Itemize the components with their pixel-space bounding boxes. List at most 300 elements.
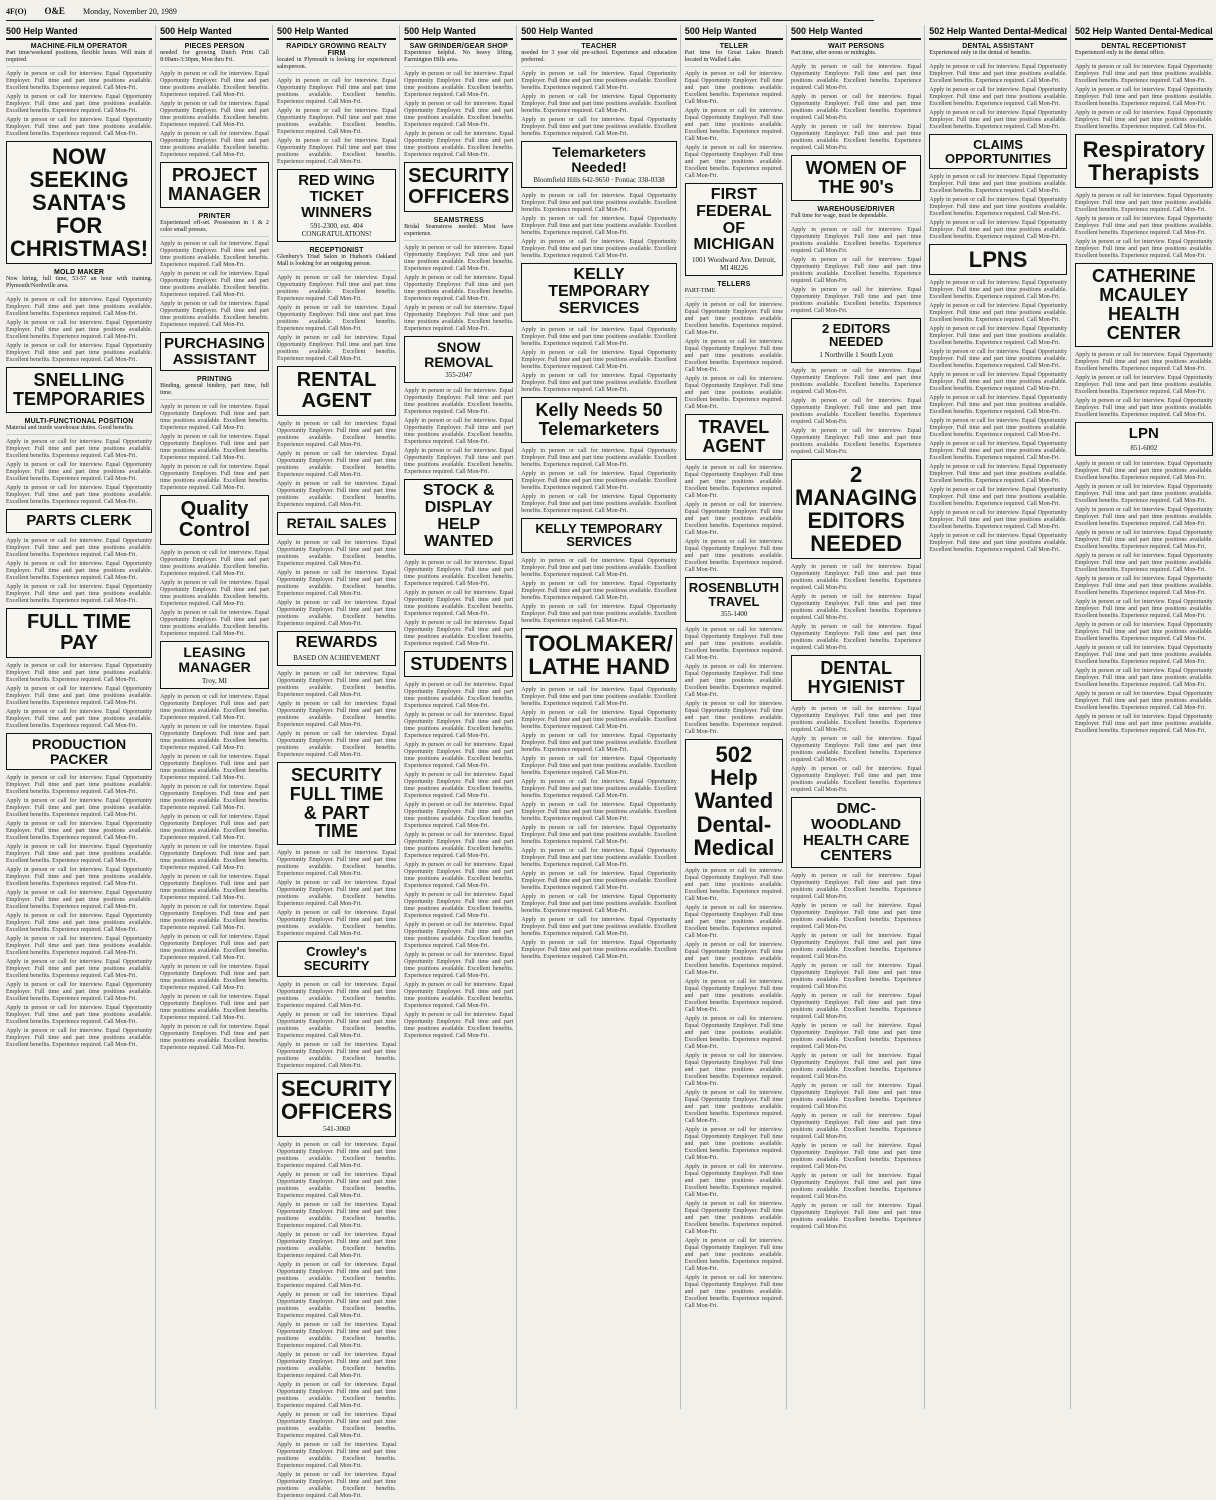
ad-filler-text [791, 903, 921, 931]
filler-line: Apply in person or call for interview. Equal Opportunity Employer. Full time and part time positions available. Excellent benefits. Experience required. Call Mon-Fri. [521, 710, 677, 731]
ad-filler-text [6, 844, 152, 865]
ad-filler-text [277, 275, 396, 363]
ad-filler-text [791, 873, 921, 901]
ad-filler-text [521, 687, 676, 708]
ad-heading: PIECES PERSON [184, 43, 245, 50]
ad-heading: TELLER [719, 43, 749, 50]
filler-line: Apply in person or call for interview. Equal Opportunity Employer. Full time and part time positions available. Excellent benefits. Experience required. Call Mon-Fri. [160, 933, 269, 961]
ad-filler-text [6, 867, 152, 888]
display-ad-title: Quality Control [178, 498, 251, 542]
ad-filler-text [685, 1090, 783, 1125]
filler-line: Apply in person or call for interview. Equal Opportunity Employer. Full time and part time positions available. Excellent benefits. Experience required. Call Mon-Fri. [521, 825, 677, 846]
filler-line: Apply in person or call for interview. Equal Opportunity Employer. Full time and part time positions available. Excellent benefits. Experience required. Call Mon-Fri. [276, 670, 397, 698]
ad-filler-text [277, 1172, 396, 1200]
filler-line: Apply in person or call for interview. Equal Opportunity Employer. Full time and part time positions available. Excellent benefits. Experience required. Call Mon-Fri. [404, 245, 514, 272]
display-ad-title: KELLY TEMPORARY SERVICES [548, 266, 650, 317]
ad-heading: SAW GRINDER/GEAR SHOP [409, 43, 508, 50]
ad-filler-text [277, 1322, 396, 1350]
filler-line: Apply in person or call for interview. Equal Opportunity Employer. Full time and part time positions available. Excellent benefits. Experience required. Call Mon-Fri. [1074, 483, 1213, 504]
filler-line: Apply in person or call for interview. Equal Opportunity Employer. Full time and part time positions available. Excellent benefits. Experience required. Call Mon-Fri. [6, 890, 153, 911]
filler-line: Apply in person or call for interview. Equal Opportunity Employer. Full time and part time positions available. Excellent benefits. Experience required. Call Mon-Fri. [160, 550, 269, 578]
filler-line: Apply in person or call for interview. Equal Opportunity Employer. Full time and part time positions available. Excellent benefits. Experience required. Call Mon-Fri. [791, 124, 922, 151]
display-ad [521, 628, 676, 682]
ad-filler-text [160, 71, 269, 159]
filler-line: Apply in person or call for interview. Equal Opportunity Employer. Full time and part time positions available. Excellent benefits. Experience required. Call Mon-Fri. [684, 501, 784, 536]
ad-filler-text [160, 814, 269, 842]
classified-ad [404, 217, 513, 241]
filler-line: Apply in person or call for interview. Equal Opportunity Employer. Full time and part time positions available. Excellent benefits. Experience required. Call Mon-Fri. [1074, 460, 1213, 481]
ad-filler-text [404, 922, 513, 950]
ad-filler-text [929, 441, 1067, 462]
ad-filler-text [6, 775, 152, 796]
ad-body: Material and inside warehouse duties. Good benefits. [6, 425, 134, 432]
page-masthead [6, 6, 874, 21]
display-ad-subtitle: 851-6002 [1130, 443, 1158, 452]
ad-heading: WAIT PERSONS [828, 43, 885, 50]
ad-filler-text [929, 533, 1067, 554]
classified-columns [6, 25, 1213, 1499]
section-heading: 500 Help Wanted [685, 25, 783, 40]
ad-filler-text [404, 682, 513, 710]
filler-line: Apply in person or call for interview. Equal Opportunity Employer. Full time and part time positions available. Excellent benefits. Experience required. Call Mon-Fri. [929, 464, 1067, 485]
filler-line: Apply in person or call for interview. Equal Opportunity Employer. Full time and part time positions available. Excellent benefits. Experience required. Call Mon-Fri. [684, 701, 784, 736]
display-ad [277, 762, 396, 846]
display-ad-title: SECURITY OFFICERS [280, 1075, 393, 1124]
ad-filler-text [685, 1275, 783, 1310]
filler-line: Apply in person or call for interview. Equal Opportunity Employer. Full time and part time positions available. Excellent benefits. Experience required. Call Mon-Fri. [1074, 598, 1213, 619]
filler-line: Apply in person or call for interview. Equal Opportunity Employer. Full time and part time positions available. Excellent benefits. Experience required. Call Mon-Fri. [684, 71, 784, 105]
display-ad [404, 479, 513, 554]
filler-line: Apply in person or call for interview. Equal Opportunity Employer. Full time and part time positions available. Excellent benefits. Experience required. Call Mon-Fri. [684, 1052, 784, 1087]
filler-line: Apply in person or call for interview. Equal Opportunity Employer. Full time and part time positions available. Excellent benefits. Experience required. Call Mon-Fri. [276, 275, 397, 303]
filler-line: Apply in person or call for interview. Equal Opportunity Employer. Full time and part time positions available. Excellent benefits. Experience required. Call Mon-Fri. [6, 462, 153, 483]
ad-filler-text [685, 1164, 783, 1199]
ad-filler-text [1075, 193, 1213, 260]
ad-body: Full time for wage, must be dependable. [791, 212, 888, 219]
filler-line: Apply in person or call for interview. Equal Opportunity Employer. Full time and part time positions available. Excellent benefits. Experience required. Call Mon-Fri. [521, 848, 677, 869]
filler-line: Apply in person or call for interview. Equal Opportunity Employer. Full time and part time positions available. Excellent benefits. Experience required. Call Mon-Fri. [791, 398, 922, 426]
filler-line: Apply in person or call for interview. Equal Opportunity Employer. Full time and part time positions available. Excellent benefits. Experience required. Call Mon-Fri. [684, 1163, 784, 1198]
display-ad-subtitle: 1 Northville 1 South Lyon [819, 351, 893, 360]
ad-filler-text [160, 754, 269, 782]
ad-filler-text [1075, 553, 1213, 574]
filler-line: Apply in person or call for interview. Equal Opportunity Employer. Full time and part time positions available. Excellent benefits. Experience required. Call Mon-Fri. [929, 372, 1067, 393]
ad-filler-text [160, 550, 269, 638]
ad-filler-text [929, 372, 1067, 393]
ad-filler-text [929, 64, 1067, 131]
display-ad [1075, 263, 1213, 347]
ad-filler-text [277, 671, 396, 759]
ad-filler-text [160, 694, 269, 722]
filler-line: Apply in person or call for interview. Equal Opportunity Employer. Full time and part time positions available. Excellent benefits. Experience required. Call Mon-Fri. [791, 1113, 922, 1141]
filler-line: Apply in person or call for interview. Equal Opportunity Employer. Full time and part time positions available. Excellent benefits. Experience required. Call Mon-Fri. [160, 783, 269, 811]
ad-filler-text [277, 1382, 396, 1410]
display-ad [6, 733, 152, 770]
filler-line: Apply in person or call for interview. Equal Opportunity Employer. Full time and part time positions available. Excellent benefits. Experience required. Call Mon-Fri. [791, 1083, 922, 1111]
filler-line: Apply in person or call for interview. Equal Opportunity Employer. Full time and part time positions available. Excellent benefits. Experience required. Call Mon-Fri. [276, 910, 397, 938]
section-heading: 500 Help Wanted [160, 25, 269, 40]
filler-line: Apply in person or call for interview. Equal Opportunity Employer. Full time and part time positions available. Excellent benefits. Experience required. Call Mon-Fri. [6, 343, 153, 364]
ad-filler-text [929, 418, 1067, 439]
display-ad-title: RENTAL AGENT [296, 369, 377, 413]
display-ad [521, 141, 676, 188]
ad-filler-text [1075, 622, 1213, 643]
ad-filler-text [791, 993, 921, 1021]
filler-line: Apply in person or call for interview. Equal Opportunity Employer. Full time and part time positions available. Excellent benefits. Experience required. Call Mon-Fri. [684, 904, 784, 939]
filler-line: Apply in person or call for interview. Equal Opportunity Employer. Full time and part time positions available. Excellent benefits. Experience required. Call Mon-Fri. [160, 843, 269, 871]
ad-filler-text [404, 802, 513, 830]
filler-line: Apply in person or call for interview. Equal Opportunity Employer. Full time and part time positions available. Excellent benefits. Experience required. Call Mon-Fri. [1074, 87, 1213, 107]
filler-line: Apply in person or call for interview. Equal Opportunity Employer. Full time and part time positions available. Excellent benefits. Experience required. Call Mon-Fri. [160, 610, 269, 638]
filler-line: Apply in person or call for interview. Equal Opportunity Employer. Full time and part time positions available. Excellent benefits. Experience required. Call Mon-Fri. [791, 286, 922, 314]
filler-line: Apply in person or call for interview. Equal Opportunity Employer. Full time and part time positions available. Excellent benefits. Experience required. Call Mon-Fri. [276, 481, 397, 509]
ad-filler-text [404, 832, 513, 860]
ad-body: Now hiring, full time, 53-57 an hour with training. Plymouth/Northville area. [6, 276, 153, 290]
filler-line: Apply in person or call for interview. Equal Opportunity Employer. Full time and part time positions available. Excellent benefits. Experience required. Call Mon-Fri. [521, 733, 677, 754]
filler-line: Apply in person or call for interview. Equal Opportunity Employer. Full time and part time positions available. Excellent benefits. Experience required. Call Mon-Fri. [791, 963, 922, 991]
ad-filler-text [6, 71, 152, 138]
ad-filler-text [929, 487, 1067, 508]
ad-filler-text [404, 1012, 513, 1040]
ad-filler-text [929, 395, 1067, 416]
filler-line: Apply in person or call for interview. Equal Opportunity Employer. Full time and part time positions available. Excellent benefits. Experience required. Call Mon-Fri. [6, 320, 153, 341]
filler-line: Apply in person or call for interview. Equal Opportunity Employer. Full time and part time positions available. Excellent benefits. Experience required. Call Mon-Fri. [1074, 374, 1213, 395]
display-ad-title: STUDENTS [410, 653, 508, 674]
ad-filler-text [1075, 64, 1213, 131]
section-heading: 502 Help Wanted Dental-Medical [929, 25, 1067, 40]
ad-filler-text [1075, 352, 1213, 419]
filler-line: Apply in person or call for interview. Equal Opportunity Employer. Full time and part time positions available. Excellent benefits. Experience required. Call Mon-Fri. [684, 867, 784, 902]
display-ad-title: FIRST FEDERAL OF MICHIGAN [693, 186, 775, 254]
filler-line: Apply in person or call for interview. Equal Opportunity Employer. Full time and part time positions available. Excellent benefits. Experience required. Call Mon-Fri. [404, 388, 514, 416]
filler-line: Apply in person or call for interview. Equal Opportunity Employer. Full time and part time positions available. Excellent benefits. Experience required. Call Mon-Fri. [929, 533, 1067, 554]
ad-filler-text [404, 560, 513, 648]
filler-line: Apply in person or call for interview. Equal Opportunity Employer. Full time and part time positions available. Excellent benefits. Experience required. Call Mon-Fri. [791, 256, 922, 284]
filler-line: Apply in person or call for interview. Equal Opportunity Employer. Full time and part time positions available. Excellent benefits. Experience required. Call Mon-Fri. [276, 1291, 397, 1319]
filler-line: Apply in person or call for interview. Equal Opportunity Employer. Full time and part time positions available. Excellent benefits. Experience required. Call Mon-Fri. [276, 850, 397, 878]
filler-line: Apply in person or call for interview. Equal Opportunity Employer. Full time and part time positions available. Excellent benefits. Experience required. Call Mon-Fri. [684, 302, 784, 337]
ad-body: Experience helpful. No heavy lifting. Farmington Hills area. [404, 50, 514, 63]
ad-filler-text [6, 982, 152, 1003]
filler-line: Apply in person or call for interview. Equal Opportunity Employer. Full time and part time positions available. Excellent benefits. Experience required. Call Mon-Fri. [276, 1011, 397, 1039]
filler-line: Apply in person or call for interview. Equal Opportunity Employer. Full time and part time positions available. Excellent benefits. Experience required. Call Mon-Fri. [791, 368, 922, 396]
filler-line: Apply in person or call for interview. Equal Opportunity Employer. Full time and part time positions available. Excellent benefits. Experience required. Call Mon-Fri. [791, 564, 922, 592]
ad-filler-text [404, 892, 513, 920]
filler-line: Apply in person or call for interview. Equal Opportunity Employer. Full time and part time positions available. Excellent benefits. Experience required. Call Mon-Fri. [684, 464, 784, 499]
filler-line: Apply in person or call for interview. Equal Opportunity Employer. Full time and part time positions available. Excellent benefits. Experience required. Call Mon-Fri. [404, 742, 514, 770]
filler-line: Apply in person or call for interview. Equal Opportunity Employer. Full time and part time positions available. Excellent benefits. Experience required. Call Mon-Fri. [791, 1173, 922, 1201]
display-ad [404, 336, 513, 383]
classified-column [1075, 25, 1216, 1409]
filler-line: Apply in person or call for interview. Equal Opportunity Employer. Full time and part time positions available. Excellent benefits. Experience required. Call Mon-Fri. [1074, 552, 1213, 573]
display-ad-title: DMC-WOODLAND HEALTH CARE CENTERS [802, 800, 910, 865]
display-ad-title: LPNS [968, 247, 1028, 273]
filler-line: Apply in person or call for interview. Equal Opportunity Employer. Full time and part time positions available. Excellent benefits. Experience required. Call Mon-Fri. [404, 952, 514, 980]
filler-line: Apply in person or call for interview. Equal Opportunity Employer. Full time and part time positions available. Excellent benefits. Experience required. Call Mon-Fri. [929, 87, 1067, 107]
filler-line: Apply in person or call for interview. Equal Opportunity Employer. Full time and part time positions available. Excellent benefits. Experience required. Call Mon-Fri. [929, 110, 1067, 130]
ad-filler-text [6, 297, 152, 364]
filler-line: Apply in person or call for interview. Equal Opportunity Employer. Full time and part time positions available. Excellent benefits. Experience required. Call Mon-Fri. [404, 619, 514, 647]
ad-filler-text [6, 1005, 152, 1026]
ad-body: needed for growing Dutch Print Call 8:00am-3:30pm, Mon thru Fri. [160, 50, 269, 63]
filler-line: Apply in person or call for interview. Equal Opportunity Employer. Full time and part time positions available. Excellent benefits. Experience required. Call Mon-Fri. [404, 682, 514, 710]
display-ad [791, 797, 921, 868]
display-ad [6, 608, 152, 658]
filler-line: Apply in person or call for interview. Equal Opportunity Employer. Full time and part time positions available. Excellent benefits. Experience required. Call Mon-Fri. [6, 94, 153, 114]
ad-filler-text [521, 756, 676, 777]
section-heading: 500 Help Wanted [277, 25, 396, 40]
classified-ad [160, 43, 269, 67]
display-ad-subtitle: 541-3060 [323, 1124, 350, 1133]
classified-ad [6, 43, 152, 67]
ad-filler-text [521, 193, 676, 260]
filler-line: Apply in person or call for interview. Equal Opportunity Employer. Full time and part time positions available. Excellent benefits. Experience required. Call Mon-Fri. [684, 978, 784, 1013]
filler-line: Apply in person or call for interview. Equal Opportunity Employer. Full time and part time positions available. Excellent benefits. Experience required. Call Mon-Fri. [276, 1141, 397, 1169]
ad-filler-text [404, 772, 513, 800]
filler-line: Apply in person or call for interview. Equal Opportunity Employer. Full time and part time positions available. Excellent benefits. Experience required. Call Mon-Fri. [276, 1351, 397, 1379]
filler-line: Apply in person or call for interview. Equal Opportunity Employer. Full time and part time positions available. Excellent benefits. Experience required. Call Mon-Fri. [6, 867, 153, 888]
ad-filler-text [160, 241, 269, 329]
filler-line: Apply in person or call for interview. Equal Opportunity Employer. Full time and part time positions available. Excellent benefits. Experience required. Call Mon-Fri. [404, 982, 514, 1010]
filler-line: Apply in person or call for interview. Equal Opportunity Employer. Full time and part time positions available. Excellent benefits. Experience required. Call Mon-Fri. [1074, 193, 1213, 214]
classified-ad [685, 281, 783, 298]
display-ad-title: STOCK & DISPLAY HELP WANTED [422, 482, 495, 550]
filler-line: Apply in person or call for interview. Equal Opportunity Employer. Full time and part time positions available. Excellent benefits. Experience required. Call Mon-Fri. [684, 1089, 784, 1124]
ad-filler-text [404, 245, 513, 333]
filler-line: Apply in person or call for interview. Equal Opportunity Employer. Full time and part time positions available. Excellent benefits. Experience required. Call Mon-Fri. [404, 712, 514, 740]
display-ad [6, 141, 152, 264]
filler-line: Apply in person or call for interview. Equal Opportunity Employer. Full time and part time positions available. Excellent benefits. Experience required. Call Mon-Fri. [276, 1411, 397, 1439]
section-heading: 500 Help Wanted [791, 25, 921, 40]
ad-filler-text [1075, 484, 1213, 505]
filler-line: Apply in person or call for interview. Equal Opportunity Employer. Full time and part time positions available. Excellent benefits. Experience required. Call Mon-Fri. [404, 862, 514, 890]
filler-line: Apply in person or call for interview. Equal Opportunity Employer. Full time and part time positions available. Excellent benefits. Experience required. Call Mon-Fri. [1074, 529, 1213, 550]
section-heading: 500 Help Wanted [6, 25, 152, 40]
display-ad [929, 134, 1067, 169]
filler-line: Apply in person or call for interview. Equal Opportunity Employer. Full time and part time positions available. Excellent benefits. Experience required. Call Mon-Fri. [6, 775, 153, 796]
filler-line: Apply in person or call for interview. Equal Opportunity Employer. Full time and part time positions available. Excellent benefits. Experience required. Call Mon-Fri. [276, 451, 397, 479]
ad-filler-text [521, 802, 676, 823]
ad-filler-text [929, 303, 1067, 324]
ad-filler-text [791, 227, 921, 315]
filler-line: Apply in person or call for interview. Equal Opportunity Employer. Full time and part time positions available. Excellent benefits. Experience required. Call Mon-Fri. [791, 873, 922, 901]
ad-body: Experienced only in the dental office. [1074, 50, 1166, 56]
filler-line: Apply in person or call for interview. Equal Opportunity Employer. Full time and part time positions available. Excellent benefits. Experience required. Call Mon-Fri. [791, 1053, 922, 1081]
display-ad-title: 2 MANAGING EDITORS NEEDED [795, 462, 918, 557]
filler-line: Apply in person or call for interview. Equal Opportunity Employer. Full time and part time positions available. Excellent benefits. Experience required. Call Mon-Fri. [6, 982, 153, 1003]
filler-line: Apply in person or call for interview. Equal Opportunity Employer. Full time and part time positions available. Excellent benefits. Experience required. Call Mon-Fri. [276, 138, 397, 165]
ad-filler-text [277, 1262, 396, 1290]
ad-filler-text [160, 844, 269, 872]
ad-filler-text [929, 280, 1067, 301]
ad-filler-text [160, 404, 269, 492]
ad-filler-text [521, 779, 676, 800]
ad-filler-text [685, 465, 783, 574]
display-ad [1075, 422, 1213, 456]
classified-ad [521, 43, 676, 67]
display-ad [1075, 134, 1213, 188]
filler-line: Apply in person or call for interview. Equal Opportunity Employer. Full time and part time positions available. Excellent benefits. Experience required. Call Mon-Fri. [6, 959, 153, 980]
classified-ad [685, 43, 783, 67]
ad-filler-text [929, 464, 1067, 485]
filler-line: Apply in person or call for interview. Equal Opportunity Employer. Full time and part time positions available. Excellent benefits. Experience required. Call Mon-Fri. [6, 485, 153, 506]
filler-line: Apply in person or call for interview. Equal Opportunity Employer. Full time and part time positions available. Excellent benefits. Experience required. Call Mon-Fri. [684, 1274, 784, 1309]
ad-filler-text [521, 894, 676, 915]
ad-filler-text [791, 1113, 921, 1141]
display-ad-title: TRAVEL AGENT [698, 417, 770, 457]
display-ad [277, 1073, 396, 1137]
ad-body: Binding, general bindery, part time, full time. [160, 383, 269, 397]
filler-line: Apply in person or call for interview. Equal Opportunity Employer. Full time and part time positions available. Excellent benefits. Experience required. Call Mon-Fri. [1074, 351, 1213, 372]
filler-line: Apply in person or call for interview. Equal Opportunity Employer. Full time and part time positions available. Excellent benefits. Experience required. Call Mon-Fri. [1074, 110, 1213, 130]
classified-column [276, 25, 400, 1499]
filler-line: Apply in person or call for interview. Equal Opportunity Employer. Full time and part time positions available. Excellent benefits. Experience required. Call Mon-Fri. [684, 1015, 784, 1050]
ad-filler-text [404, 71, 513, 159]
filler-line: Apply in person or call for interview. Equal Opportunity Employer. Full time and part time positions available. Excellent benefits. Experience required. Call Mon-Fri. [6, 913, 153, 934]
filler-line: Apply in person or call for interview. Equal Opportunity Employer. Full time and part time positions available. Excellent benefits. Experience required. Call Mon-Fri. [404, 802, 514, 830]
ad-filler-text [1075, 576, 1213, 597]
filler-line: Apply in person or call for interview. Equal Opportunity Employer. Full time and part time positions available. Excellent benefits. Experience required. Call Mon-Fri. [160, 131, 269, 158]
ad-filler-text [521, 558, 676, 625]
filler-line: Apply in person or call for interview. Equal Opportunity Employer. Full time and part time positions available. Excellent benefits. Experience required. Call Mon-Fri. [791, 1023, 922, 1051]
display-ad-title: CLAIMS OPPORTUNITIES [945, 137, 1052, 166]
display-ad-title: CATHERINE MCAULEY HEALTH CENTER [1091, 266, 1196, 343]
display-ad [277, 169, 396, 242]
filler-line: Apply in person or call for interview. Equal Opportunity Employer. Full time and part time positions available. Excellent benefits. Experience required. Call Mon-Fri. [160, 693, 269, 721]
display-ad-title: WOMEN OF THE 90's [805, 158, 907, 197]
filler-line: Apply in person or call for interview. Equal Opportunity Employer. Full time and part time positions available. Excellent benefits. Experience required. Call Mon-Fri. [1074, 644, 1213, 665]
filler-line: Apply in person or call for interview. Equal Opportunity Employer. Full time and part time positions available. Excellent benefits. Experience required. Call Mon-Fri. [684, 1200, 784, 1235]
ad-filler-text [6, 821, 152, 842]
display-ad-title: SECURITY OFFICERS [408, 165, 510, 208]
display-ad [277, 512, 396, 535]
display-ad-title: SECURITY FULL TIME & PART TIME [289, 764, 384, 842]
classifieds-page [6, 6, 1213, 1499]
filler-line: Apply in person or call for interview. Equal Opportunity Employer. Full time and part time positions available. Excellent benefits. Experience required. Call Mon-Fri. [6, 686, 153, 706]
ad-filler-text [685, 1053, 783, 1088]
ad-filler-text [1075, 461, 1213, 482]
ad-filler-text [1075, 599, 1213, 620]
ad-filler-text [6, 913, 152, 934]
filler-line: Apply in person or call for interview. Equal Opportunity Employer. Full time and part time positions available. Excellent benefits. Experience required. Call Mon-Fri. [791, 624, 922, 652]
filler-line: Apply in person or call for interview. Equal Opportunity Employer. Full time and part time positions available. Excellent benefits. Experience required. Call Mon-Fri. [521, 493, 677, 514]
issue-date: Monday, November 20, 1989 [82, 7, 177, 16]
ad-filler-text [791, 706, 921, 794]
filler-line: Apply in person or call for interview. Equal Opportunity Employer. Full time and part time positions available. Excellent benefits. Experience required. Call Mon-Fri. [160, 723, 269, 751]
display-ad-title: KELLY TEMPORARY SERVICES [535, 520, 663, 550]
ad-body: Experienced off-set. Possession in 1 & 2 color small presses. [160, 219, 269, 233]
filler-line: Apply in person or call for interview. Equal Opportunity Employer. Full time and part time positions available. Excellent benefits. Experience required. Call Mon-Fri. [404, 922, 514, 950]
ad-filler-text [685, 1016, 783, 1051]
filler-line: Apply in person or call for interview. Equal Opportunity Employer. Full time and part time positions available. Excellent benefits. Experience required. Call Mon-Fri. [791, 766, 922, 794]
ad-filler-text [277, 540, 396, 628]
display-ad [791, 155, 921, 201]
filler-line: Apply in person or call for interview. Equal Opportunity Employer. Full time and part time positions available. Excellent benefits. Experience required. Call Mon-Fri. [160, 813, 269, 841]
filler-line: Apply in person or call for interview. Equal Opportunity Employer. Full time and part time positions available. Excellent benefits. Experience required. Call Mon-Fri. [404, 1012, 514, 1040]
classified-ad [160, 213, 269, 237]
ad-filler-text [160, 724, 269, 752]
filler-line: Apply in person or call for interview. Equal Opportunity Employer. Full time and part time positions available. Excellent benefits. Experience required. Call Mon-Fri. [160, 101, 269, 128]
ad-heading: DENTAL RECEPTIONIST [1101, 43, 1187, 50]
filler-line: Apply in person or call for interview. Equal Opportunity Employer. Full time and part time positions available. Excellent benefits. Experience required. Call Mon-Fri. [160, 300, 269, 328]
ad-filler-text [791, 933, 921, 961]
display-ad-title: Respiratory Therapists [1082, 137, 1205, 186]
filler-line: Apply in person or call for interview. Equal Opportunity Employer. Full time and part time positions available. Excellent benefits. Experience required. Call Mon-Fri. [276, 1201, 397, 1229]
filler-line: Apply in person or call for interview. Equal Opportunity Employer. Full time and part time positions available. Excellent benefits. Experience required. Call Mon-Fri. [160, 240, 269, 268]
ad-filler-text [521, 940, 676, 961]
ad-filler-text [1075, 645, 1213, 666]
ad-filler-text [1075, 714, 1213, 735]
filler-line: Apply in person or call for interview. Equal Opportunity Employer. Full time and part time positions available. Excellent benefits. Experience required. Call Mon-Fri. [521, 871, 677, 892]
filler-line: Apply in person or call for interview. Equal Opportunity Employer. Full time and part time positions available. Excellent benefits. Experience required. Call Mon-Fri. [404, 101, 514, 128]
display-ad [277, 941, 396, 976]
ad-filler-text [685, 1201, 783, 1236]
display-ad [791, 318, 921, 363]
ad-filler-text [929, 349, 1067, 370]
filler-line: Apply in person or call for interview. Equal Opportunity Employer. Full time and part time positions available. Excellent benefits. Experience required. Call Mon-Fri. [929, 395, 1067, 416]
display-ad-title: REWARDS [295, 633, 378, 651]
filler-line: Apply in person or call for interview. Equal Opportunity Employer. Full time and part time positions available. Excellent benefits. Experience required. Call Mon-Fri. [791, 706, 922, 734]
classified-ad [6, 269, 152, 293]
display-ad-title: SNELLING TEMPORARIES [13, 370, 146, 410]
ad-filler-text [685, 1127, 783, 1162]
filler-line: Apply in person or call for interview. Equal Opportunity Employer. Full time and part time positions available. Excellent benefits. Experience required. Call Mon-Fri. [521, 117, 677, 137]
filler-line: Apply in person or call for interview. Equal Opportunity Employer. Full time and part time positions available. Excellent benefits. Experience required. Call Mon-Fri. [6, 538, 153, 558]
ad-filler-text [277, 982, 396, 1070]
filler-line: Apply in person or call for interview. Equal Opportunity Employer. Full time and part time positions available. Excellent benefits. Experience required. Call Mon-Fri. [791, 903, 922, 931]
ad-filler-text [791, 1143, 921, 1171]
ad-body: PART-TIME [684, 288, 716, 295]
filler-line: Apply in person or call for interview. Equal Opportunity Employer. Full time and part time positions available. Excellent benefits. Experience required. Call Mon-Fri. [929, 349, 1067, 370]
filler-line: Apply in person or call for interview. Equal Opportunity Employer. Full time and part time positions available. Excellent benefits. Experience required. Call Mon-Fri. [684, 1237, 784, 1272]
ad-filler-text [160, 994, 269, 1022]
filler-line: Apply in person or call for interview. Equal Opportunity Employer. Full time and part time positions available. Excellent benefits. Experience required. Call Mon-Fri. [521, 687, 677, 708]
display-ad [160, 495, 269, 545]
display-ad [160, 641, 269, 688]
display-ad [6, 509, 152, 533]
ad-filler-text [6, 959, 152, 980]
classified-column [929, 25, 1071, 1409]
filler-line: Apply in person or call for interview. Equal Opportunity Employer. Full time and part time positions available. Excellent benefits. Experience required. Call Mon-Fri. [929, 303, 1067, 324]
ad-filler-text [404, 862, 513, 890]
filler-line: Apply in person or call for interview. Equal Opportunity Employer. Full time and part time positions available. Excellent benefits. Experience required. Call Mon-Fri. [276, 305, 397, 333]
ad-filler-text [277, 1232, 396, 1260]
ad-heading: SEAMSTRESS [433, 217, 484, 224]
filler-line: Apply in person or call for interview. Equal Opportunity Employer. Full time and part time positions available. Excellent benefits. Experience required. Call Mon-Fri. [276, 730, 397, 758]
display-ad [685, 739, 783, 862]
filler-line: Apply in person or call for interview. Equal Opportunity Employer. Full time and part time positions available. Excellent benefits. Experience required. Call Mon-Fri. [521, 193, 677, 214]
ad-filler-text [6, 936, 152, 957]
classified-column [791, 25, 925, 1409]
filler-line: Apply in person or call for interview. Equal Opportunity Employer. Full time and part time positions available. Excellent benefits. Experience required. Call Mon-Fri. [521, 917, 677, 938]
display-ad-title: Telemarketers Needed! [552, 144, 646, 175]
ad-filler-text [160, 934, 269, 962]
classified-ad [160, 376, 269, 400]
ad-filler-text [521, 448, 676, 515]
ad-filler-text [160, 964, 269, 992]
ad-filler-text [1075, 691, 1213, 712]
filler-line: Apply in person or call for interview. Equal Opportunity Employer. Full time and part time positions available. Excellent benefits. Experience required. Call Mon-Fri. [791, 933, 922, 961]
display-ad [277, 631, 396, 666]
filler-line: Apply in person or call for interview. Equal Opportunity Employer. Full time and part time positions available. Excellent benefits. Experience required. Call Mon-Fri. [404, 772, 514, 800]
filler-line: Apply in person or call for interview. Equal Opportunity Employer. Full time and part time positions available. Excellent benefits. Experience required. Call Mon-Fri. [276, 335, 397, 363]
filler-line: Apply in person or call for interview. Equal Opportunity Employer. Full time and part time positions available. Excellent benefits. Experience required. Call Mon-Fri. [929, 174, 1067, 195]
filler-line: Apply in person or call for interview. Equal Opportunity Employer. Full time and part time positions available. Excellent benefits. Experience required. Call Mon-Fri. [6, 1028, 153, 1049]
classified-ad [277, 43, 396, 74]
filler-line: Apply in person or call for interview. Equal Opportunity Employer. Full time and part time positions available. Excellent benefits. Experience required. Call Mon-Fri. [6, 709, 153, 729]
ad-filler-text [160, 874, 269, 902]
filler-line: Apply in person or call for interview. Equal Opportunity Employer. Full time and part time positions available. Excellent benefits. Experience required. Call Mon-Fri. [6, 297, 153, 318]
